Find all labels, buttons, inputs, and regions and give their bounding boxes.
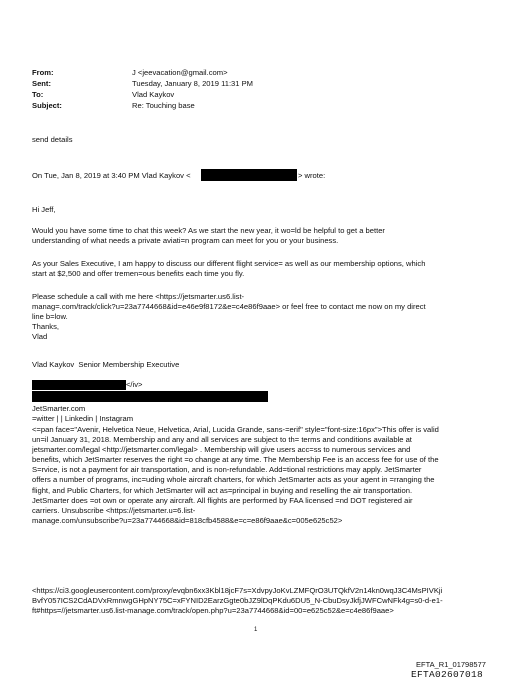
subject-value: Re: Touching base (132, 101, 195, 110)
legal-line: offers a number of programs, inc=uding whole aircraft charters, for which JetSmarter acts as your agent in =rranging the (32, 475, 435, 485)
legal-line: un=il January 31, 2018. Membership and any and all services are subject to th= terms and conditions available at (32, 435, 412, 445)
div-tag: </iv> (126, 380, 143, 389)
sent-value: Tuesday, January 8, 2019 11:31 PM (132, 79, 254, 88)
page-number: 1 (254, 627, 258, 633)
paragraph-line: understanding of what needs a private aviati=n program can meet for you or your business. (32, 236, 339, 246)
paragraph-line: start at $2,500 and offer tremen=ous benefits each time you fly. (32, 269, 245, 279)
reply-text: send details (32, 135, 73, 144)
paragraph-line: Thanks, (32, 322, 60, 332)
legal-line: <=pan face="Avenir, Helvetica Neue, Helvetica, Arial, Lucida Grande, sans-=erif" style="font-size:16px">This offer is valid (32, 425, 439, 434)
tracking-line: BvfY057ICS2CdADVxRmnwgGHpNY75C=xFYNID2EarzGgte0bJZ9lDqPKdu6DU5_N-CbuDsyJkfjJWFCwNFk4g=s0-d-e1- (32, 596, 443, 606)
subject-label: Subject: (32, 101, 62, 110)
paragraph-1 (32, 226, 487, 246)
paragraph-line: Please schedule a call with me here <https://jetsmarter.us6.list- (32, 292, 245, 301)
tracking-line: <https://ci3.googleusercontent.com/proxy/evqbn6xx3Kbl18jcF7s=XdvpyJoKvLZMFQrO3UTQkfV2n14kn0wqJ3C4MsPIVKji (32, 586, 443, 595)
legal-line: JetSmarter does =ot own or operate any aircraft. All flights are performed by FAA licensed =nd DOT registered air (32, 495, 413, 505)
tracking-line: ft#https=//jetsmarter.us6.list-manage.com/track/open.php?u=23a7744668&id=00=e625c52&e=c4e86f9aae> (32, 606, 394, 616)
redaction-signature-1 (32, 380, 126, 390)
redaction-signature-2 (32, 391, 268, 402)
legal-line: jetsmarter.com/legal <http://jetsmarter.com/legal> . Membership will give users acc=ss to numerous services and (32, 445, 411, 455)
legal-line: S=rvice, is not a payment for air transportation, and is non-refundable. Add=tional restrictions may apply. JetSmarter (32, 465, 422, 475)
paragraph-line: Vlad (32, 332, 48, 342)
paragraph-3 (32, 292, 487, 342)
paragraph-line: As your Sales Executive, I am happy to discuss our different flight service= as well as our membership options, which (32, 259, 426, 268)
tracking-url (32, 586, 487, 616)
social-links: =witter | | Linkedin | Instagram (32, 414, 134, 423)
legal-line: manage.com/unsubscribe?u=23a7744668&id=818cfb4588&e=c=e86f9aae&c=005e625c52> (32, 515, 343, 525)
greeting: Hi Jeff, (32, 205, 56, 214)
legal-line: flight, and Public Charters, for which JetSmarter will act as=principal in buying and reselling the air transportation. (32, 485, 413, 495)
sent-label: Sent: (32, 79, 51, 88)
from-value: J <jeevacation@gmail.com> (132, 68, 228, 77)
from-label: From: (32, 68, 54, 77)
legal-line: carriers. Unsubscribe <https://jetsmarter.u=6.list- (32, 505, 196, 515)
signature: Vlad Kaykov Senior Membership Executive (32, 360, 180, 369)
paragraph-line: line b=low. (32, 312, 68, 322)
redaction-email (201, 169, 297, 181)
efta-id-small: EFTA_R1_01798577 (416, 660, 486, 669)
to-value: Vlad Kaykov (132, 90, 175, 99)
to-label: To: (32, 90, 44, 99)
efta-id-large: EFTA02607018 (411, 669, 484, 680)
company-name: JetSmarter.com (32, 404, 86, 413)
legal-text (32, 425, 487, 526)
paragraph-line: Would you have some time to chat this week? As we start the new year, it wo=ld be helpful to get a better (32, 226, 385, 235)
legal-line: benefits, which JetSmarter reserves the right =o change at any time. The Membership Fee is an access fee for use of the (32, 455, 439, 465)
paragraph-2 (32, 259, 487, 279)
paragraph-line: manag=.com/track/click?u=23a7744668&id=e46e9f8172&e=c4e86f9aae> or feel free to contact me now on my direct (32, 302, 426, 312)
quote-intro-end: > wrote: (298, 171, 326, 180)
quote-intro: On Tue, Jan 8, 2019 at 3:40 PM Vlad Kaykov < (32, 171, 191, 180)
